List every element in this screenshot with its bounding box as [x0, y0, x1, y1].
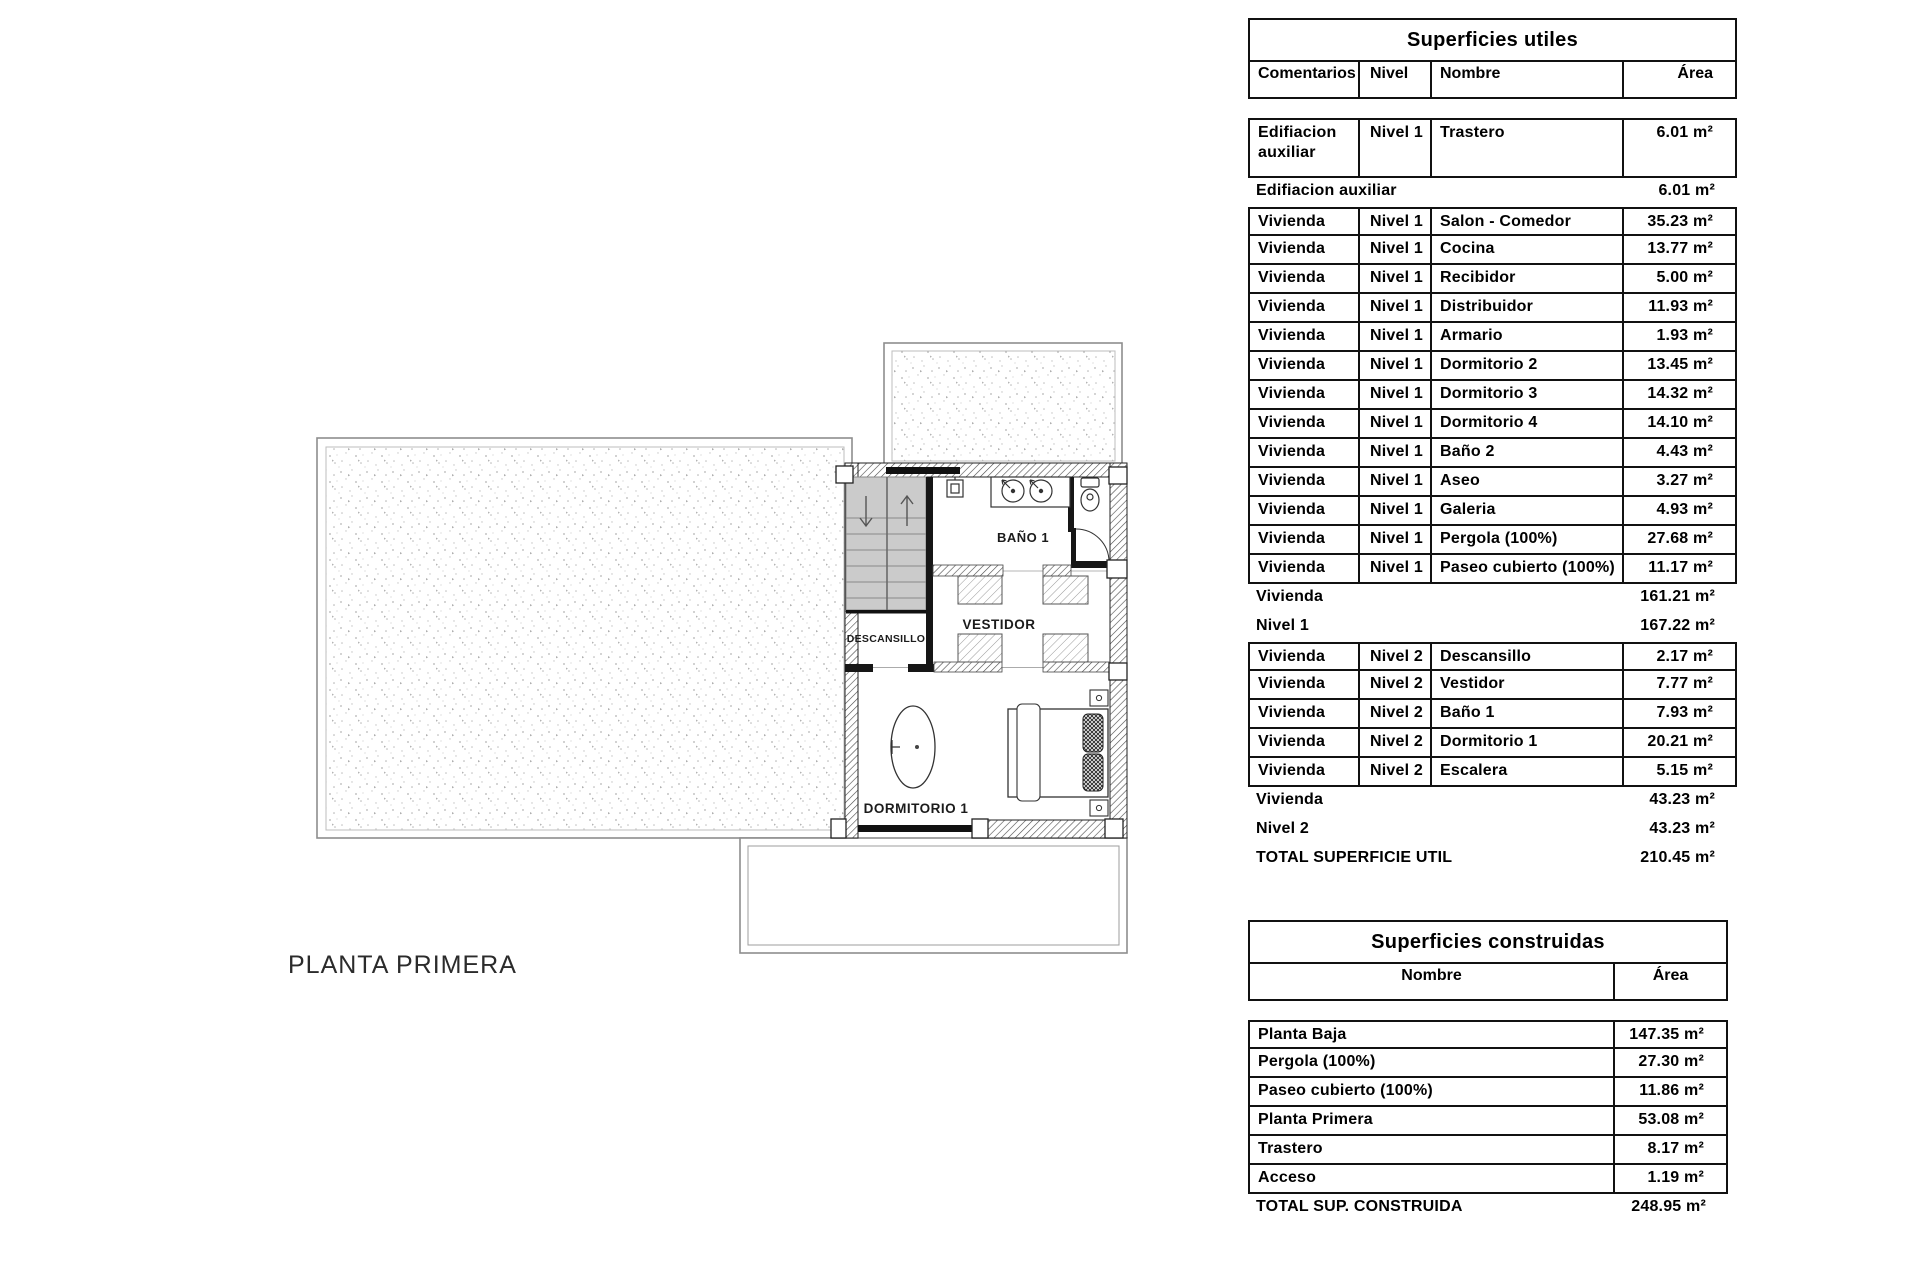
cell-nivel: Nivel 1	[1360, 497, 1432, 524]
table-row	[1248, 729, 1737, 758]
window-top	[886, 467, 960, 474]
table-row	[1248, 118, 1737, 178]
room-label-dormitorio: DORMITORIO 1	[863, 801, 969, 816]
cell-comentarios: Vivienda	[1250, 555, 1360, 582]
cell-nivel: Nivel 1	[1360, 323, 1432, 350]
table-subtotal-row	[1248, 178, 1737, 207]
cell-area: 5.15 m²	[1656, 762, 1713, 779]
cell-area: 1.93 m²	[1656, 327, 1713, 344]
cell-area: 13.45 m²	[1647, 356, 1713, 373]
cell-nombre: Salon - Comedor	[1432, 209, 1624, 234]
column-header-nombre: Nombre	[1250, 964, 1615, 999]
cell-comentarios: Vivienda	[1250, 323, 1360, 350]
cell-area: 11.17 m²	[1648, 559, 1713, 576]
row-area-value: 6.01 m²	[1658, 182, 1715, 199]
table-row	[1248, 758, 1737, 787]
bedroom-fixtures	[891, 690, 1108, 816]
table-subtotal-row	[1248, 613, 1737, 642]
cell-nivel: Nivel 1	[1360, 352, 1432, 379]
table-row	[1248, 671, 1737, 700]
table-row	[1248, 1020, 1728, 1049]
cell-area: 13.77 m²	[1647, 240, 1713, 257]
cell-nivel: Nivel 1	[1360, 410, 1432, 437]
table-row	[1248, 207, 1737, 236]
cell-comentarios: Vivienda	[1250, 381, 1360, 408]
table-total-row	[1248, 1194, 1728, 1223]
table-row	[1248, 439, 1737, 468]
cell-nombre: Dormitorio 1	[1432, 729, 1624, 756]
cell-nivel: Nivel 1	[1360, 439, 1432, 466]
table-row	[1248, 526, 1737, 555]
cell-nivel: Nivel 2	[1360, 671, 1432, 698]
cell-area: 6.01 m²	[1656, 124, 1713, 141]
cell-nivel: Nivel 2	[1360, 644, 1432, 669]
cell-nombre: Aseo	[1432, 468, 1624, 495]
cell-area: 35.23 m²	[1647, 213, 1713, 230]
cell-nombre: Cocina	[1432, 236, 1624, 263]
cell-area: 20.21 m²	[1647, 733, 1713, 750]
cell-nombre: Planta Baja	[1250, 1022, 1615, 1047]
row-label: Nivel 1	[1256, 617, 1309, 634]
window-bottom	[858, 825, 973, 832]
cell-comentarios: Vivienda	[1250, 410, 1360, 437]
cell-nombre: Galeria	[1432, 497, 1624, 524]
cell-nivel: Nivel 1	[1360, 265, 1432, 292]
cell-comentarios: Vivienda	[1250, 439, 1360, 466]
terrace-left	[317, 438, 852, 838]
table-row	[1248, 410, 1737, 439]
room-label-bano: BAÑO 1	[996, 530, 1050, 545]
column-header-area: Área	[1677, 65, 1713, 82]
cell-comentarios: Edifiacion auxiliar	[1250, 120, 1360, 176]
cell-nombre: Acceso	[1250, 1165, 1615, 1192]
column-header-area: Área	[1652, 967, 1689, 984]
row-area-value: 210.45 m²	[1640, 849, 1715, 866]
cell-comentarios: Vivienda	[1250, 236, 1360, 263]
cell-comentarios: Vivienda	[1250, 352, 1360, 379]
room-label-vestidor: VESTIDOR	[962, 617, 1036, 632]
room-label-descansillo: DESCANSILLO	[846, 633, 926, 645]
row-area-value: 43.23 m²	[1649, 791, 1715, 808]
row-label: Vivienda	[1256, 791, 1324, 808]
table-row	[1248, 294, 1737, 323]
construidas-table-body	[1248, 1020, 1728, 1223]
cell-nombre: Baño 1	[1432, 700, 1624, 727]
cell-nombre: Planta Primera	[1250, 1107, 1615, 1134]
row-label: TOTAL SUP. CONSTRUIDA	[1256, 1198, 1463, 1215]
table-row	[1248, 1107, 1728, 1136]
superficies-utiles-table	[1248, 18, 1737, 874]
cell-comentarios: Vivienda	[1250, 265, 1360, 292]
cell-nivel: Nivel 1	[1360, 209, 1432, 234]
toilet-tank	[1081, 478, 1099, 487]
cell-area: 8.17 m²	[1647, 1140, 1704, 1157]
cell-nivel: Nivel 2	[1360, 758, 1432, 785]
cell-area: 11.93 m²	[1648, 298, 1713, 315]
utiles-table-body	[1248, 118, 1737, 874]
nightstand-icon	[1090, 690, 1108, 706]
cell-area: 14.10 m²	[1647, 414, 1713, 431]
cell-nombre: Armario	[1432, 323, 1624, 350]
table-row	[1248, 642, 1737, 671]
cell-nivel: Nivel 1	[1360, 468, 1432, 495]
cell-area: 7.93 m²	[1656, 704, 1713, 721]
table-row	[1248, 236, 1737, 265]
table-row	[1248, 1165, 1728, 1194]
cell-nombre: Paseo cubierto (100%)	[1432, 555, 1624, 582]
cell-nombre: Descansillo	[1432, 644, 1624, 669]
table-row	[1248, 700, 1737, 729]
cell-area: 4.43 m²	[1656, 443, 1713, 460]
cell-comentarios: Vivienda	[1250, 468, 1360, 495]
cell-nombre: Pergola (100%)	[1250, 1049, 1615, 1076]
cell-comentarios: Vivienda	[1250, 497, 1360, 524]
cell-comentarios: Vivienda	[1250, 758, 1360, 785]
table-row	[1248, 352, 1737, 381]
cell-area: 2.17 m²	[1656, 648, 1713, 665]
row-label: Nivel 2	[1256, 820, 1309, 837]
table-row	[1248, 555, 1737, 584]
row-area-value: 43.23 m²	[1649, 820, 1715, 837]
nightstand-icon	[1090, 800, 1108, 816]
cell-area: 1.19 m²	[1647, 1169, 1704, 1186]
cell-comentarios: Vivienda	[1250, 294, 1360, 321]
cell-nombre: Dormitorio 4	[1432, 410, 1624, 437]
cell-comentarios: Vivienda	[1250, 700, 1360, 727]
cell-comentarios: Vivienda	[1250, 671, 1360, 698]
cell-nivel: Nivel 1	[1360, 120, 1432, 176]
cell-area: 3.27 m²	[1656, 472, 1713, 489]
column-header-comentarios: Comentarios	[1250, 62, 1360, 97]
cell-area: 7.77 m²	[1656, 675, 1713, 692]
cell-nivel: Nivel 2	[1360, 700, 1432, 727]
cell-nivel: Nivel 2	[1360, 729, 1432, 756]
pillow-icon	[1083, 754, 1103, 791]
cell-area: 14.32 m²	[1647, 385, 1713, 402]
cell-comentarios: Vivienda	[1250, 526, 1360, 553]
row-label: Vivienda	[1256, 588, 1324, 605]
table-row	[1248, 1049, 1728, 1078]
table-subtotal-row	[1248, 816, 1737, 845]
bathroom-fixtures	[947, 477, 1109, 562]
construidas-table-title: Superficies construidas	[1250, 922, 1726, 964]
row-label: TOTAL SUPERFICIE UTIL	[1256, 849, 1453, 866]
table-row	[1248, 468, 1737, 497]
cell-area: 53.08 m²	[1638, 1111, 1704, 1128]
table-subtotal-row	[1248, 787, 1737, 816]
row-label: Edifiacion auxiliar	[1256, 182, 1397, 199]
utiles-column-header-row	[1250, 62, 1735, 97]
cell-nombre: Paseo cubierto (100%)	[1250, 1078, 1615, 1105]
utiles-table-title: Superficies utiles	[1250, 20, 1735, 62]
cell-area: 11.86 m²	[1639, 1082, 1704, 1099]
table-row	[1248, 265, 1737, 294]
cell-nombre: Dormitorio 2	[1432, 352, 1624, 379]
table-row	[1248, 323, 1737, 352]
plan-title: PLANTA PRIMERA	[288, 951, 517, 979]
cell-nombre: Dormitorio 3	[1432, 381, 1624, 408]
cell-nombre: Recibidor	[1432, 265, 1624, 292]
table-row	[1248, 381, 1737, 410]
cell-area: 27.30 m²	[1638, 1053, 1704, 1070]
row-area-value: 161.21 m²	[1640, 588, 1715, 605]
cell-comentarios: Vivienda	[1250, 729, 1360, 756]
pillow-icon	[1083, 714, 1103, 752]
cell-nombre: Trastero	[1250, 1136, 1615, 1163]
row-area-value: 167.22 m²	[1640, 617, 1715, 634]
balcony	[740, 838, 1127, 953]
row-area-value: 248.95 m²	[1631, 1198, 1706, 1215]
cell-nombre: Distribuidor	[1432, 294, 1624, 321]
cell-comentarios: Vivienda	[1250, 209, 1360, 234]
door-arc	[1076, 529, 1109, 562]
cell-area: 4.93 m²	[1656, 501, 1713, 518]
superficies-construidas-table	[1248, 920, 1728, 1223]
cell-nivel: Nivel 1	[1360, 236, 1432, 263]
column-header-nombre: Nombre	[1432, 62, 1624, 97]
cell-nivel: Nivel 1	[1360, 294, 1432, 321]
terrace-top	[884, 343, 1122, 468]
table-subtotal-row	[1248, 584, 1737, 613]
cell-area: 27.68 m²	[1647, 530, 1713, 547]
construidas-table-header	[1248, 920, 1728, 1001]
cell-nombre: Baño 2	[1432, 439, 1624, 466]
bed-footboard	[1017, 704, 1040, 801]
table-row	[1248, 1136, 1728, 1165]
cell-area: 5.00 m²	[1656, 269, 1713, 286]
cell-nombre: Trastero	[1432, 120, 1624, 176]
cell-nivel: Nivel 1	[1360, 381, 1432, 408]
cell-nombre: Escalera	[1432, 758, 1624, 785]
table-row	[1248, 497, 1737, 526]
cell-nombre: Vestidor	[1432, 671, 1624, 698]
staircase	[846, 477, 926, 614]
cell-comentarios: Vivienda	[1250, 644, 1360, 669]
cell-area: 147.35 m²	[1629, 1026, 1704, 1043]
table-total-row	[1248, 845, 1737, 874]
column-header-nivel: Nivel	[1360, 62, 1432, 97]
cell-nivel: Nivel 1	[1360, 526, 1432, 553]
cell-nivel: Nivel 1	[1360, 555, 1432, 582]
utiles-table-header	[1248, 18, 1737, 99]
cell-nombre: Pergola (100%)	[1432, 526, 1624, 553]
table-row	[1248, 1078, 1728, 1107]
construidas-column-header-row	[1250, 964, 1726, 999]
